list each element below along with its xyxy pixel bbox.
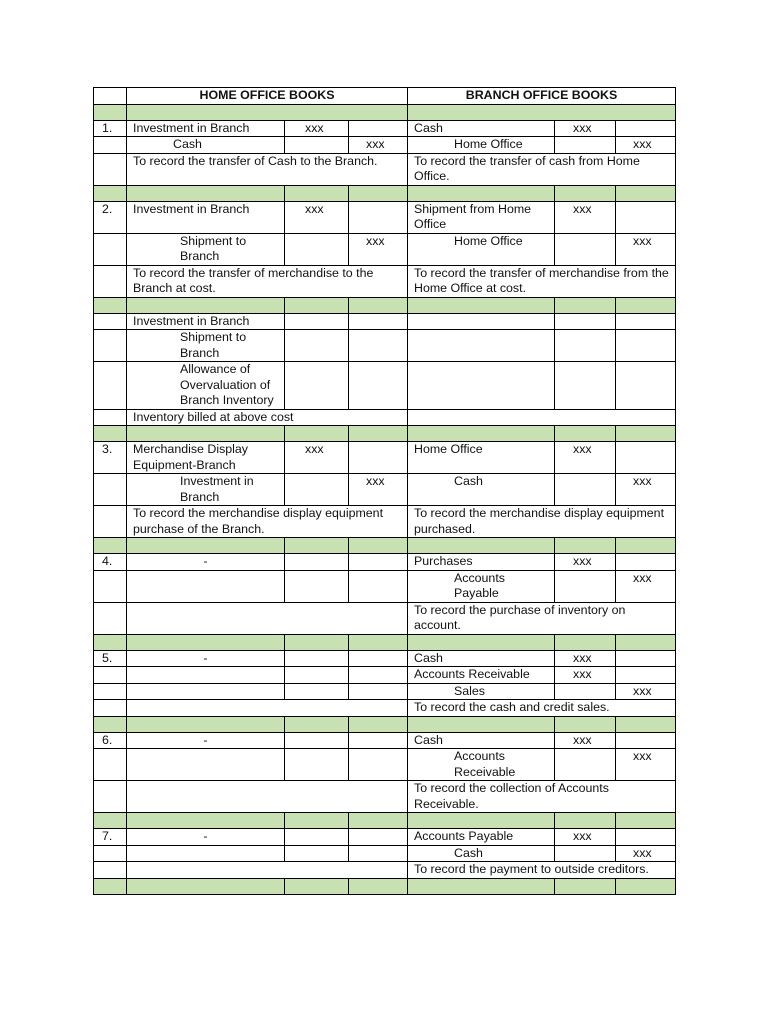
branch-description: To record the collection of Accounts Receivable. — [408, 781, 676, 813]
branch-debit-account: Cash — [408, 650, 555, 667]
separator-row — [94, 878, 676, 894]
separator-row — [94, 538, 676, 554]
home-debit-account: Investment in Branch — [127, 313, 285, 330]
home-debit-amount: xxx — [285, 442, 349, 474]
entry-2-credit-row — [94, 233, 676, 265]
home-debit-account: Investment in Branch — [127, 201, 285, 233]
entry-number: 6. — [94, 732, 127, 749]
entry-5-description-row — [94, 700, 676, 717]
entry-5-credit-row — [94, 683, 676, 700]
home-credit-amount: xxx — [349, 137, 408, 154]
home-description: To record the transfer of merchandise to the Branch at cost. — [127, 265, 408, 297]
entry-2-description-row — [94, 265, 676, 297]
home-debit-account: Merchandise Display Equipment-Branch — [127, 442, 285, 474]
home-none-dash: - — [127, 554, 285, 571]
branch-debit-amount: xxx — [555, 442, 616, 474]
home-debit-amount: xxx — [285, 120, 349, 137]
branch-credit-account: Accounts Receivable — [408, 749, 555, 781]
branch-office-header: BRANCH OFFICE BOOKS — [408, 88, 676, 105]
branch-credit-account: Sales — [408, 683, 555, 700]
branch-description: To record the purchase of inventory on account. — [408, 602, 676, 634]
entry-1-description-row — [94, 153, 676, 185]
entry-4-credit-row — [94, 570, 676, 602]
branch-debit-amount: xxx — [555, 120, 616, 137]
header-blank — [94, 88, 127, 105]
entry-4-description-row — [94, 602, 676, 634]
branch-debit-amount: xxx — [555, 667, 616, 684]
branch-credit-amount: xxx — [616, 845, 676, 862]
separator-row — [94, 634, 676, 650]
entry-6-description-row — [94, 781, 676, 813]
entry-3-description-row — [94, 506, 676, 538]
branch-debit-amount: xxx — [555, 829, 616, 846]
entry-7-debit-row — [94, 829, 676, 846]
branch-description: To record the merchandise display equipment purchased. — [408, 506, 676, 538]
branch-credit-amount: xxx — [616, 683, 676, 700]
entry-1-credit-row — [94, 137, 676, 154]
branch-credit-amount: xxx — [616, 570, 676, 602]
home-office-header: HOME OFFICE BOOKS — [127, 88, 408, 105]
entry-7-credit-row — [94, 845, 676, 862]
home-credit-amount: xxx — [349, 474, 408, 506]
entry-number: 5. — [94, 650, 127, 667]
above-cost-credit-row-2 — [94, 362, 676, 410]
branch-debit-account: Home Office — [408, 442, 555, 474]
branch-credit-amount: xxx — [616, 233, 676, 265]
above-cost-debit-row — [94, 313, 676, 330]
entry-number: 1. — [94, 120, 127, 137]
home-description: To record the transfer of Cash to the Branch. — [127, 153, 408, 185]
branch-credit-account: Cash — [408, 845, 555, 862]
entry-5-debit-row-2 — [94, 667, 676, 684]
separator-row — [94, 426, 676, 442]
separator-row — [94, 297, 676, 313]
home-none-dash: - — [127, 732, 285, 749]
separator-row — [94, 716, 676, 732]
branch-credit-amount: xxx — [616, 137, 676, 154]
header-row — [94, 88, 676, 105]
branch-debit-account: Shipment from Home Office — [408, 201, 555, 233]
journal-entries-table — [93, 87, 676, 895]
entry-1-debit-row — [94, 120, 676, 137]
branch-description: To record the payment to outside creditors. — [408, 862, 676, 879]
home-debit-amount: xxx — [285, 201, 349, 233]
branch-debit-account: Accounts Payable — [408, 829, 555, 846]
branch-credit-account: Home Office — [408, 137, 555, 154]
entry-4-debit-row — [94, 554, 676, 571]
separator-row — [94, 185, 676, 201]
separator-row — [94, 104, 676, 120]
entry-2-debit-row — [94, 201, 676, 233]
home-credit-account: Shipment to Branch — [127, 233, 285, 265]
branch-description: To record the transfer of cash from Home Office. — [408, 153, 676, 185]
home-credit-account: Investment in Branch — [127, 474, 285, 506]
branch-credit-amount: xxx — [616, 474, 676, 506]
branch-debit-amount: xxx — [555, 201, 616, 233]
branch-debit-amount: xxx — [555, 554, 616, 571]
home-description: Inventory billed at above cost — [127, 409, 408, 426]
home-credit-account: Allowance of Overvaluation of Branch Inventory — [127, 362, 285, 410]
above-cost-credit-row-1 — [94, 330, 676, 362]
home-none-dash: - — [127, 650, 285, 667]
entry-number: 7. — [94, 829, 127, 846]
separator-row — [94, 813, 676, 829]
home-none-dash: - — [127, 829, 285, 846]
branch-description: To record the cash and credit sales. — [408, 700, 676, 717]
above-cost-description-row — [94, 409, 676, 426]
branch-credit-account: Accounts Payable — [408, 570, 555, 602]
entry-5-debit-row-1 — [94, 650, 676, 667]
branch-description: To record the transfer of merchandise from the Home Office at cost. — [408, 265, 676, 297]
entry-number: 4. — [94, 554, 127, 571]
branch-credit-amount: xxx — [616, 749, 676, 781]
entry-7-description-row — [94, 862, 676, 879]
branch-debit-account: Cash — [408, 732, 555, 749]
home-credit-account: Shipment to Branch — [127, 330, 285, 362]
entry-number: 2. — [94, 201, 127, 233]
branch-credit-account: Home Office — [408, 233, 555, 265]
home-credit-amount: xxx — [349, 233, 408, 265]
branch-debit-account: Cash — [408, 120, 555, 137]
branch-debit-account: Purchases — [408, 554, 555, 571]
entry-3-debit-row — [94, 442, 676, 474]
branch-debit-amount: xxx — [555, 650, 616, 667]
branch-credit-account: Cash — [408, 474, 555, 506]
entry-6-credit-row — [94, 749, 676, 781]
home-description: To record the merchandise display equipment purchase of the Branch. — [127, 506, 408, 538]
branch-debit-amount: xxx — [555, 732, 616, 749]
home-debit-account: Investment in Branch — [127, 120, 285, 137]
entry-number: 3. — [94, 442, 127, 474]
branch-debit-account: Accounts Receivable — [408, 667, 555, 684]
home-credit-account: Cash — [127, 137, 285, 154]
entry-6-debit-row — [94, 732, 676, 749]
entry-3-credit-row — [94, 474, 676, 506]
